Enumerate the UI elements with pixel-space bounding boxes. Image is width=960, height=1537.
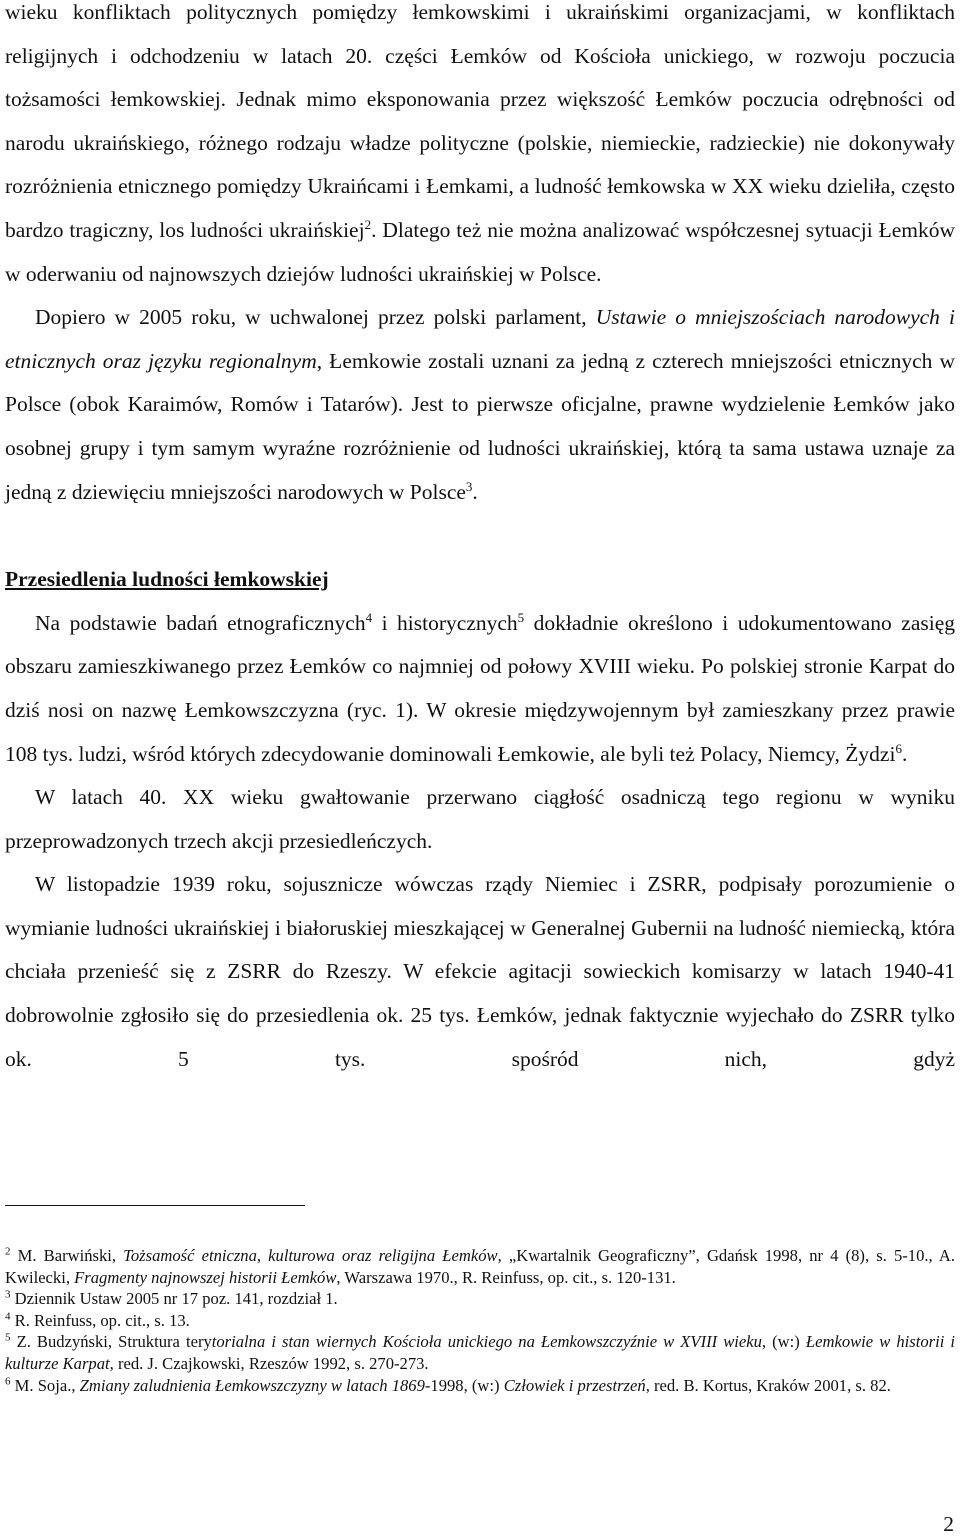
footnote-text: , red. B. Kortus, Kraków 2001, s. 82.	[645, 1375, 891, 1395]
page-number: 2	[943, 1512, 954, 1536]
footnote-number: 4	[5, 1310, 11, 1323]
paragraph-1-text: wieku konfliktach politycznych pomiędzy łemkowskimi i ukraińskimi organizacjami, w konfliktach religijnych i odchodzeniu w latach 20. części Łemków od Kościoła unickiego, w rozwoju poczucia tożsamości łemkowskiej. Jednak mimo eksponowania przez większość Łemków poczucia odrębności od narodu ukraińskiego, różnego rodzaju władze polityczne (polskie, niemieckie, radzieckie) nie dokonywały rozróżnienia etnicznego pomiędzy Ukraińcami i Łemkami, a ludność łemkowska w XX wieku dzieliła, często bardzo tragiczny, los ludności ukraińskiej	[5, 0, 955, 242]
paragraph-1-tail: . Dlatego też nie można analizować współczesnej sytuacji Łemków w oderwaniu od najnowszych dziejów ludności ukraińskiej w Polsce.	[5, 217, 955, 286]
footnote-text: , (w:)	[761, 1332, 806, 1352]
paragraph-3-text-c: dokładnie określono i udokumentowano zasięg obszaru zamieszkiwanego przez Łemków co najmniej od połowy XVIII wieku. Po polskiej stronie Karpat do dziś nosi on nazwę Łemkowszczyzna (ryc. 1). W okresie międzywojennym był zamieszkany przez prawie 108 tys. ludzi, wśród których zdecydowanie dominowali Łemkowie, ale byli też Polacy, Niemcy, Żydzi	[5, 610, 956, 766]
footnote-number: 3	[5, 1288, 11, 1301]
paragraph-1	[5, 0, 955, 296]
footnote-6	[5, 1375, 955, 1397]
paragraph-2	[5, 296, 955, 514]
footnote-text: M. Soja.,	[10, 1375, 80, 1395]
footnote-title: Zmiany zaludnienia Łemkowszczyzny w latach 1869	[79, 1375, 425, 1395]
footnote-title: Człowiek i przestrzeń	[503, 1375, 646, 1395]
footnote-text: R. Reinfuss, op. cit., s. 13.	[10, 1310, 190, 1330]
paragraph-3-text-b: i historycznych	[372, 610, 518, 635]
footnote-ref-4[interactable]: 4	[365, 609, 373, 625]
paragraph-2-end: .	[472, 479, 478, 504]
footnote-2	[5, 1245, 955, 1288]
paragraph-2-text-b: , Łemkowie zostali uznani za jedną z czterech mniejszości etnicznych w Polsce (obok Karaimów, Romów i Tatarów). Jest to pierwsze oficjalne, prawne wydzielenie Łemków jako osobnej grupy i tym samym wyraźne rozróżnienie od ludności ukraińskiej, którą ta sama ustawa uznaje za jedną z dziewięciu mniejszości narodowych w Polsce	[5, 348, 955, 504]
footnote-text: , „Kwartalnik Geograficzny”, Gdańsk 1998, nr 4 (8), s. 5-10., A. Kwilecki,	[5, 1246, 956, 1287]
footnote-4	[5, 1310, 955, 1332]
footnote-text: Z. Budzyński, Struktura tery	[10, 1332, 212, 1352]
footnote-number: 6	[5, 1375, 11, 1388]
footnote-separator	[5, 1205, 305, 1206]
footnote-title: torialna i stan wiernych Kościoła unickiego na Łemkowszczyźnie w XVIII wieku	[211, 1332, 762, 1352]
footnote-text: , red. J. Czajkowski, Rzeszów 1992, s. 270-273.	[109, 1353, 429, 1373]
footnote-title: Fragmenty najnowszej historii Łemków	[74, 1267, 337, 1287]
footnote-5	[5, 1331, 955, 1374]
law-title: Ustawie o mniejszościach narodowych i etnicznych oraz języku regionalnym	[5, 305, 956, 373]
document-page	[5, 0, 955, 1081]
footnote-ref-6[interactable]: 6	[895, 740, 902, 756]
footnote-ref-3[interactable]: 3	[465, 478, 473, 494]
footnote-number: 2	[5, 1245, 11, 1258]
footnote-ref-2[interactable]: 2	[364, 216, 372, 232]
footnote-text: Dziennik Ustaw 2005 nr 17 poz. 141, rozdział 1.	[10, 1289, 338, 1309]
paragraph-5: W listopadzie 1939 roku, sojusznicze wówczas rządy Niemiec i ZSRR, podpisały porozumienie o wymianie ludności ukraińskiej i białoruskiej mieszkającej w Generalnej Gubernii na ludność niemiecką, która chciała przenieść się z ZSRR do Rzeszy. W efekcie agitacji sowieckich komisarzy w latach 1940-41 dobrowolnie zgłosiło się do przesiedlenia ok. 25 tys. Łemków, jednak faktycznie wyjechało do ZSRR tylko ok. 5 tys. spośród nich, gdyż	[5, 872, 955, 1071]
paragraph-3	[5, 602, 955, 776]
footnote-number: 5	[5, 1331, 11, 1344]
paragraph-3-text-a: Na podstawie badań etnograficznych	[35, 610, 366, 635]
footnote-text: M. Barwiński,	[10, 1246, 124, 1265]
footnote-ref-5[interactable]: 5	[517, 609, 525, 625]
footnotes	[5, 1245, 955, 1396]
footnote-title: Łemkowie w historii i kulturze Karpat	[5, 1332, 956, 1373]
footnote-text: -1998, (w:)	[424, 1375, 504, 1395]
footnote-3	[5, 1288, 955, 1310]
footnote-text: , Warszawa 1970., R. Reinfuss, op. cit., s. 120-131.	[336, 1267, 676, 1287]
paragraph-3-end: .	[901, 741, 908, 766]
paragraph-2-text-a: Dopiero w 2005 roku, w uchwalonej przez polski parlament,	[35, 305, 596, 330]
paragraph-4: W latach 40. XX wieku gwałtowanie przerwano ciągłość osadniczą tego regionu w wyniku przeprowadzonych trzech akcji przesiedleńczych.	[5, 785, 955, 853]
footnote-title: Tożsamość etniczna, kulturowa oraz religijna Łemków	[123, 1246, 498, 1265]
section-heading: Przesiedlenia ludności łemkowskiej	[5, 567, 329, 592]
